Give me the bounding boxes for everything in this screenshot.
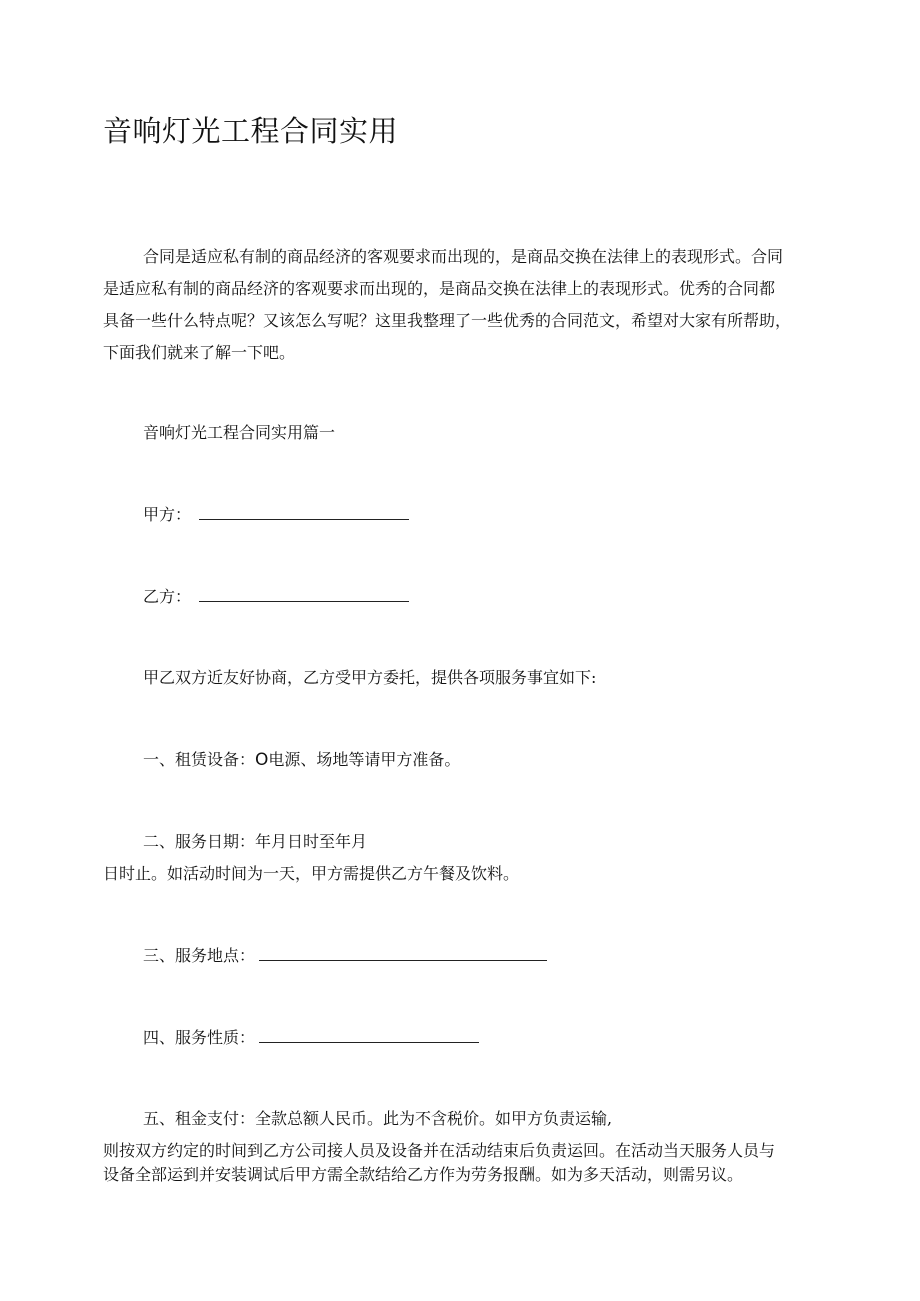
agreement-text: 甲乙双方近友好协商，乙方受甲方委托，提供各项服务事宜如下: [143, 668, 597, 687]
item-5-line-3: 设备全部运到并安装调试后甲方需全款结给乙方作为劳务报酬。如为多天活动，则需另议。 [103, 1165, 744, 1184]
item-3-row [143, 944, 547, 968]
item-2-line-2: 日时止。如活动时间为一天，甲方需提供乙方午餐及饮料。 [103, 864, 520, 883]
item-4-blank [259, 1026, 479, 1043]
party-a-blank [199, 503, 409, 520]
intro-line-1: 合同是适应私有制的商品经济的客观要求而出现的，是商品交换在法律上的表现形式。合同 [143, 247, 784, 266]
item-4-row [143, 1026, 479, 1050]
item-1-circle: O [255, 750, 269, 770]
party-b-label: 乙方： [143, 587, 192, 606]
intro-line-2: 是适应私有制的商品经济的客观要求而出现的，是商品交换在法律上的表现形式。优秀的合同都 [103, 279, 776, 298]
item-1-prefix: 一、租赁设备： [143, 750, 256, 769]
intro-line-4: 下面我们就来了解一下吧。 [103, 343, 296, 362]
item-4-label: 四、服务性质： [143, 1028, 256, 1047]
party-a-label: 甲方： [143, 505, 192, 524]
item-1-text: 电源、场地等请甲方准备。 [268, 750, 461, 769]
item-2-line-1: 二、服务日期：年月日时至年月 [143, 832, 368, 851]
document-title: 音响灯光工程合同实用 [103, 114, 399, 148]
party-b-blank [199, 585, 409, 602]
section-heading: 音响灯光工程合同实用篇一 [143, 423, 336, 442]
intro-line-3: 具备一些什么特点呢？又该怎么写呢？这里我整理了一些优秀的合同范文，希望对大家有所帮助， [103, 311, 792, 330]
item-3-label: 三、服务地点： [143, 946, 256, 965]
party-a-row [143, 503, 409, 527]
item-1-row [143, 748, 460, 772]
item-3-blank [259, 944, 547, 961]
party-b-row [143, 585, 409, 609]
item-5-line-1: 五、租金支付：全款总额人民币。此为不含税价。如甲方负责运输, [143, 1109, 613, 1128]
item-5-line-2: 则按双方约定的时间到乙方公司接人员及设备并在活动结束后负责运回。在活动当天服务人员与 [103, 1141, 776, 1160]
